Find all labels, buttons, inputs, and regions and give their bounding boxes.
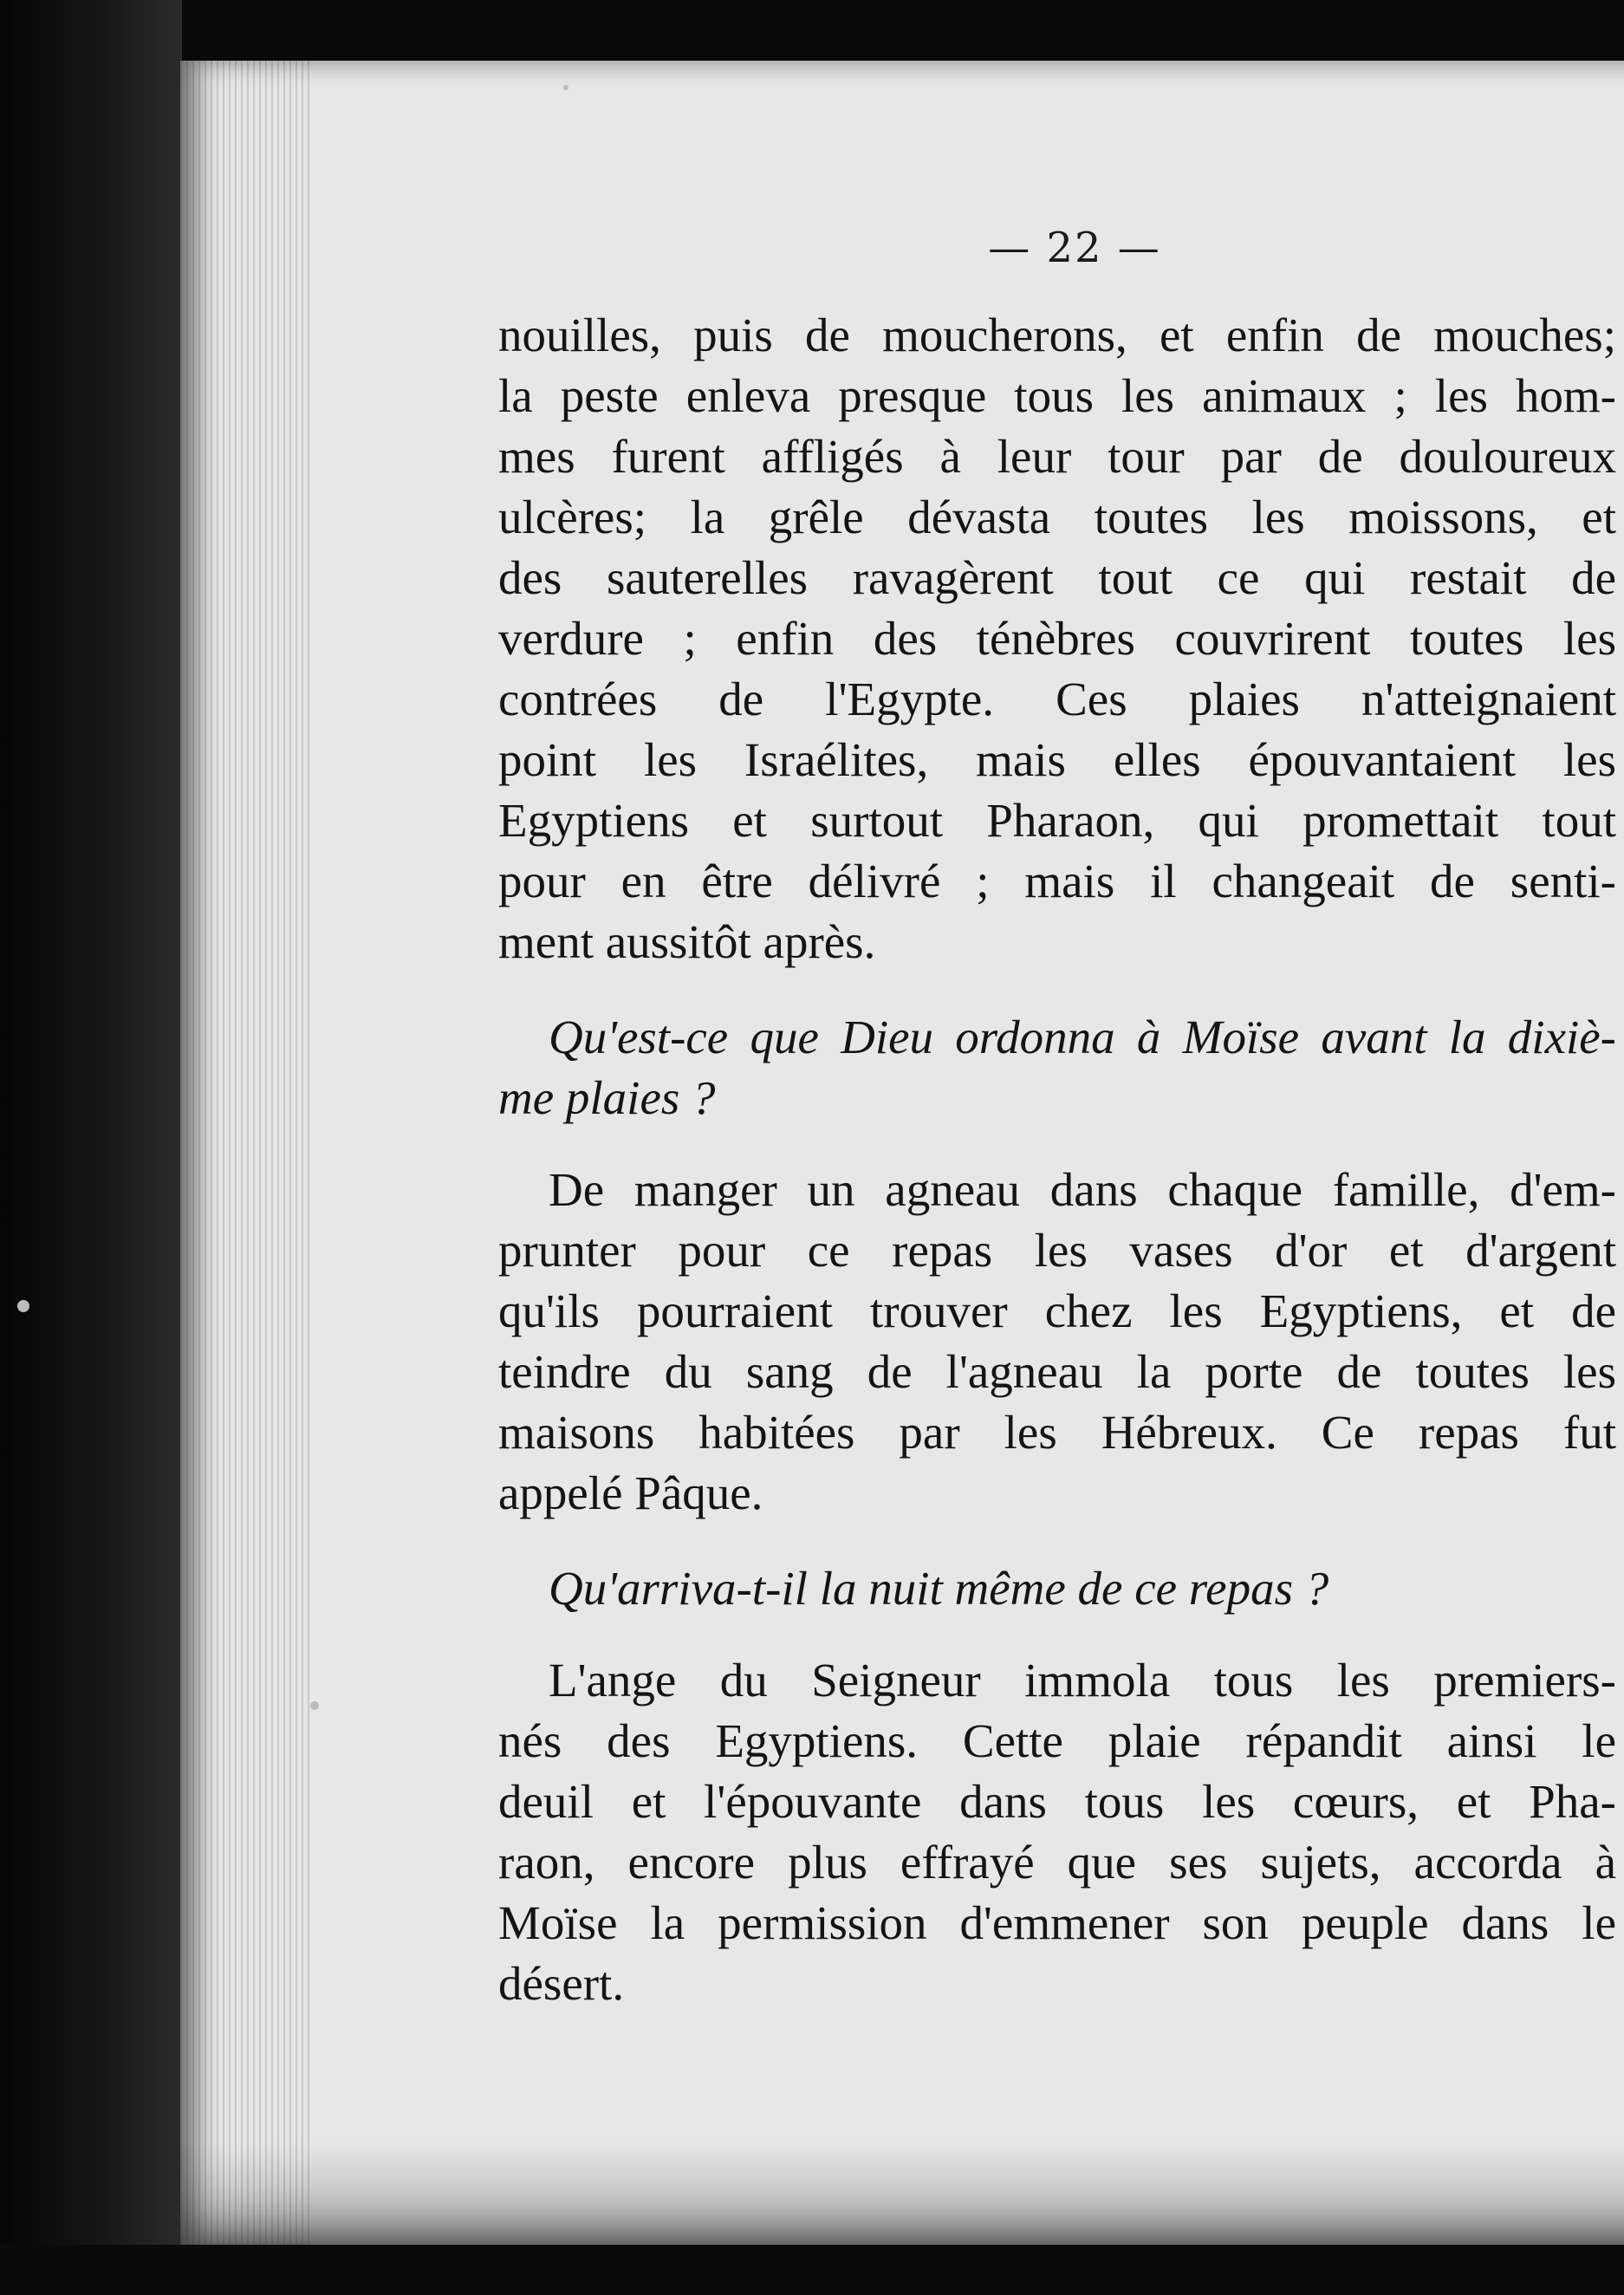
scan-bottom-border [0,2245,1624,2295]
question-1 [498,1007,1616,1128]
scan-left-border [0,0,182,2295]
question-line: me plaies ? [498,1071,716,1124]
text-line: ment aussitôt après. [498,915,876,968]
text-line: Egyptiens et surtout Pharaon, qui promettait tout [498,794,1616,847]
page-number: — 22 — [988,224,1161,272]
page-fold-texture [180,61,310,2245]
text-line: raon, encore plus effrayé que ses sujets, accorda à [498,1836,1616,1889]
text-line: verdure ; enfin des ténèbres couvrirent toutes les [498,612,1616,665]
text-line: des sauterelles ravagèrent tout ce qui restait de [498,551,1616,604]
text-line: mes furent affligés à leur tour par de douloureux [498,430,1616,483]
text-line: pour en être délivré ; mais il changeait de senti- [498,855,1616,907]
text-line: ulcères; la grêle dévasta toutes les moissons, et [498,491,1616,543]
question-line: Qu'arriva-t-il la nuit même de ce repas ? [549,1562,1329,1615]
text-line: teindre du sang de l'agneau la porte de toutes les [498,1345,1616,1398]
speck [310,1701,319,1710]
text-line: prunter pour ce repas les vases d'or et d'argent [498,1224,1616,1277]
text-line: deuil et l'épouvante dans tous les cœurs, et Pha- [498,1775,1616,1828]
text-line: désert. [498,1957,625,2010]
paragraph-1 [498,305,1616,972]
question-line: Qu'est-ce que Dieu ordonna à Moïse avant la dixiè- [549,1011,1616,1063]
scan-top-border [0,0,1624,62]
page-text [498,305,1616,2014]
text-line: Moïse la permission d'emmener son peuple dans le [498,1896,1616,1949]
text-line: nouilles, puis de moucherons, et enfin de mouches; [498,309,1616,361]
speck [563,85,568,90]
text-line: contrées de l'Egypte. Ces plaies n'atteignaient [498,673,1616,725]
text-line: nés des Egyptiens. Cette plaie répandit ainsi le [498,1714,1616,1767]
text-line: De manger un agneau dans chaque famille, d'em- [549,1163,1616,1216]
text-line: appelé Pâque. [498,1466,763,1519]
text-line: L'ange du Seigneur immola tous les premiers- [549,1654,1616,1707]
text-line: maisons habitées par les Hébreux. Ce repas fut [498,1406,1616,1459]
page-bottom-shadow [180,2141,1624,2245]
question-2 [498,1558,1616,1619]
text-line: point les Israélites, mais elles épouvantaient les [498,733,1616,786]
text-line: qu'ils pourraient trouver chez les Egyptiens, et de [498,1284,1616,1337]
text-line: la peste enleva presque tous les animaux ; les hom- [498,369,1616,422]
speck [17,1300,29,1312]
paragraph-3 [498,1650,1616,2014]
paragraph-2 [498,1160,1616,1524]
